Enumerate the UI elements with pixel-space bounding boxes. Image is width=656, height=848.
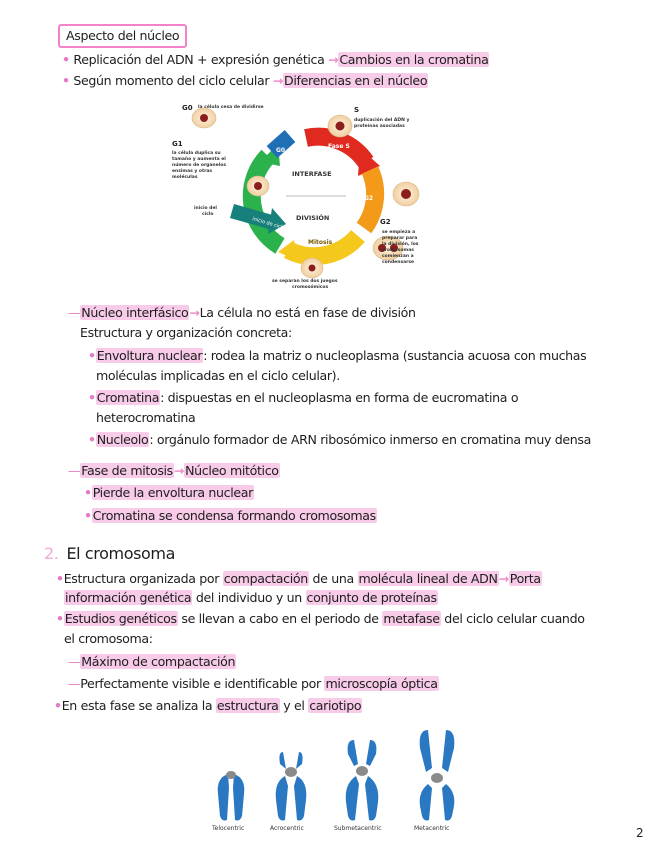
section-title: Aspecto del núcleo (66, 28, 180, 43)
envoltura-line (88, 347, 586, 365)
bullet-icon: • (56, 611, 64, 626)
g2-title: G2 (380, 218, 391, 226)
bullet-icon: • (54, 698, 62, 713)
mitosis-item (84, 484, 254, 502)
g2-desc: preparar para (382, 236, 418, 241)
dash-icon: — (68, 305, 81, 320)
highlight-text: Estudios genéticos (64, 611, 177, 626)
body-text: En esta fase se analiza la (61, 698, 216, 713)
s-title: S (354, 106, 360, 114)
g0-title: G0 (182, 104, 193, 112)
g1-title: G1 (172, 140, 183, 148)
highlight-text: Núcleo mitótico (185, 463, 279, 478)
highlight-text: información genética (65, 590, 192, 605)
body-text: Perfectamente visible e identificable por (80, 676, 325, 691)
g1-desc: número de organelos (172, 163, 227, 168)
fase-s-label: Fase S (328, 143, 350, 150)
cell-icon (328, 115, 352, 137)
bullet-line-2 (62, 72, 428, 90)
division-label: DIVISIÓN (296, 214, 330, 222)
g2-desc: la división, los (382, 242, 419, 247)
chromosome-type-label: Metacentric (414, 825, 450, 832)
body-text: moléculas implicadas en el ciclo celular). (96, 368, 340, 383)
highlight-text: metafase (383, 611, 440, 626)
cromosoma-dash-1 (68, 653, 236, 671)
body-text: Estructura organizada por (63, 571, 223, 586)
chromosome-types-figure (196, 722, 476, 834)
body-text: : orgánulo formador de ARN ribosómico inmerso en cromatina muy densa (149, 432, 591, 447)
chromosome-type-label: Submetacentric (334, 825, 382, 832)
highlight-text: estructura (216, 698, 279, 713)
bullet-icon: • (84, 485, 92, 500)
g1-desc: la célula duplica su (172, 151, 221, 156)
highlight-text: Máximo de compactación (81, 654, 236, 669)
arrow-icon: → (173, 463, 185, 478)
body-text: se llevan a cabo en el periodo de (177, 611, 383, 626)
cromosoma-line-5 (54, 697, 362, 715)
body-text: de una (308, 571, 358, 586)
mitosis-label: Mitosis (308, 239, 333, 246)
body-text: el cromosoma: (64, 631, 153, 646)
highlight-text: Envoltura nuclear (96, 348, 203, 363)
metacentric-chromosome (420, 730, 455, 821)
highlight-text: Núcleo interfásico (81, 305, 189, 320)
cell-icon (393, 182, 419, 206)
interfasico-line (68, 304, 416, 322)
highlight-text: Pierde la envoltura nuclear (92, 485, 253, 500)
arrow-icon: → (498, 571, 509, 586)
body-text: La célula no está en fase de división (199, 305, 416, 320)
bottom-desc: se separan los dos juegos (272, 279, 338, 284)
telocentric-chromosome (218, 771, 245, 821)
bullet-icon: • (84, 508, 92, 523)
section-heading-text: El cromosoma (66, 544, 176, 563)
inicio-label: ciclo (202, 212, 214, 217)
cell-cycle-diagram (168, 96, 458, 292)
highlight-text: Diferencias en el núcleo (284, 73, 428, 88)
highlight-text: cariotipo (309, 698, 362, 713)
inicio-label: inicio del (194, 206, 217, 211)
g0-desc: la célula cesa de dividirse (198, 105, 264, 110)
g1-desc: enzimas y otras (172, 169, 213, 174)
g1-desc: tamaño y aumenta el (172, 157, 226, 162)
interfase-label: INTERFASE (292, 170, 332, 178)
highlight-text: Fase de mitosis (81, 463, 173, 478)
cromosoma-line-1 (56, 570, 542, 588)
acrocentric-chromosome (276, 752, 307, 821)
arrow-icon: → (189, 305, 200, 320)
s-desc: proteínas asociadas (354, 124, 405, 129)
section-heading (44, 543, 175, 565)
bullet-icon: • (62, 52, 70, 67)
highlight-text: Porta (509, 571, 541, 586)
highlight-text: Cambios en la cromatina (339, 52, 489, 67)
cell-icon (301, 258, 323, 278)
bullet-text: Replicación del ADN + expresión genética (73, 52, 325, 67)
g0-ring-label: G0 (276, 147, 286, 154)
g2-desc: se empieza a (382, 230, 416, 235)
g1-ring-label: G1 (268, 195, 278, 202)
highlight-text: Cromatina (96, 390, 160, 405)
body-text: : dispuestas en el nucleoplasma en forma de eucromatina o (160, 390, 519, 405)
bullet-icon: • (88, 348, 96, 363)
cromosoma-line-2 (64, 589, 438, 607)
arrow-icon: → (272, 73, 284, 88)
body-text: y el (279, 698, 309, 713)
page-number: 2 (636, 826, 644, 840)
arrow-icon: → (328, 52, 339, 67)
cromatina-line (88, 389, 518, 407)
highlight-text: Nucleolo (96, 432, 149, 447)
cell-icon (192, 108, 216, 128)
bullet-line-1 (62, 51, 489, 69)
bullet-text: Según momento del ciclo celular (73, 73, 270, 88)
body-text: heterocromatina (96, 410, 196, 425)
dash-icon: — (68, 654, 81, 669)
s-desc: duplicación del ADN y (354, 118, 410, 123)
g2-desc: comienzan a (382, 254, 414, 259)
mitosis-line (68, 462, 280, 480)
bullet-icon: • (56, 571, 64, 586)
highlight-text: conjunto de proteínas (306, 590, 437, 605)
bullet-icon: • (62, 73, 70, 88)
chromosome-type-label: Telocentric (212, 825, 245, 832)
cell-icon (247, 176, 269, 196)
highlight-text: molécula lineal de ADN (358, 571, 498, 586)
body-text: : rodea la matriz o nucleoplasma (sustancia acuosa con muchas (203, 348, 587, 363)
nucleolo-line (88, 431, 591, 449)
chromosome-type-label: Acrocentric (270, 825, 304, 832)
g2-ring-label: G2 (364, 195, 374, 202)
bottom-desc: cromosómicos (292, 285, 329, 290)
section-number: 2. (44, 544, 59, 563)
g1-desc: moléculas (172, 175, 198, 180)
dash-icon: — (68, 463, 81, 478)
cromosoma-line-3 (56, 610, 585, 628)
cromosoma-dash-2 (68, 675, 439, 693)
g2-desc: condensarse (382, 260, 415, 265)
body-text: del ciclo celular cuando (440, 611, 585, 626)
bullet-icon: • (88, 432, 96, 447)
highlight-text: compactación (223, 571, 308, 586)
mitosis-item (84, 507, 377, 525)
submetacentric-chromosome (346, 740, 379, 821)
body-text: Estructura y organización concreta: (80, 325, 292, 340)
body-text: del individuo y un (192, 590, 306, 605)
highlight-text: Cromatina se condensa formando cromosomas (92, 508, 376, 523)
section-title-box (58, 24, 187, 48)
g2-desc: cromosomas (382, 248, 414, 253)
highlight-text: microscopía óptica (325, 676, 438, 691)
dash-icon: — (68, 676, 81, 691)
inicio-arrow-label: inicio de ciclo (251, 216, 286, 232)
bullet-icon: • (88, 390, 96, 405)
